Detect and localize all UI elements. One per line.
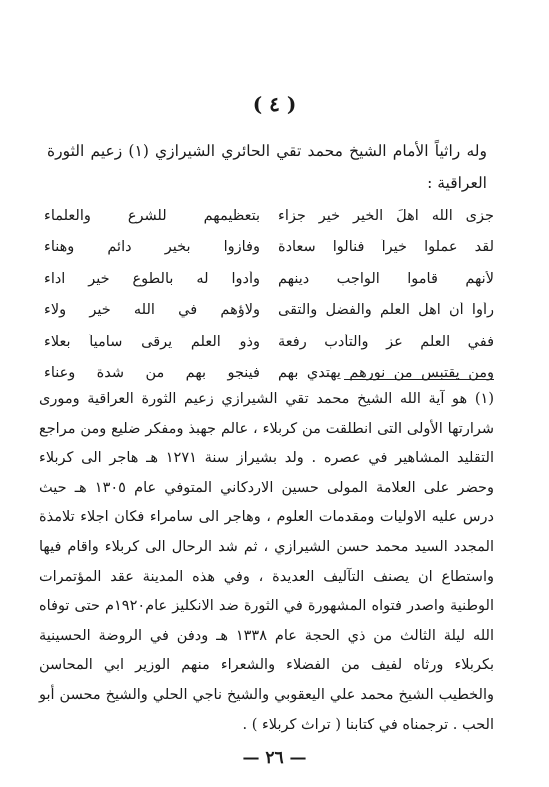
poem-verse [44, 295, 494, 327]
verse-second-half: بتعظيمهم للشرع والعلماء [44, 207, 260, 224]
page-number: — ٢٦ — [242, 748, 307, 768]
section-number: ( ٤ ) [252, 92, 297, 116]
verse-second-half: وفازوا بخير دائم وهناء [44, 239, 260, 256]
verse-first-half: ففي العلم عز والتأدب رفعة [278, 333, 494, 350]
intro-paragraph: وله راثياً الأمام الشيخ محمد تقي الحائري الشيرازي (١) زعيم الثورة العراقية : [47, 142, 487, 192]
verse-first-half: لقد عملوا خيراً فنالوا سعادة [278, 239, 494, 256]
verse-second-half: وأدوا له بالطوع خير اداء [44, 270, 260, 287]
verse-first-half: رأوا أن اهل العلم والفضل والتقى [278, 302, 494, 319]
verse-second-half: ولاؤهم في الله خير ولاء [44, 302, 260, 319]
poem [44, 200, 494, 389]
poem-verse [44, 263, 494, 295]
verse-second-half: فينجو بهم من شدة وعناء [44, 365, 260, 382]
verse-second-half: وذو العلم يرقى سامياً بعلاء [44, 333, 260, 350]
verse-first-half: ومن يقتبس من نورهم يهتدي بهم [278, 365, 494, 382]
poem-verse [44, 326, 494, 358]
footnote-divider [344, 379, 494, 380]
verse-first-half: لأنهم قاموا الواجب دينهم [278, 270, 494, 287]
footnote: (١) هو آية الله الشيخ محمد تقي الشيرازي زعيم الثورة العراقية ومورى شرارتها الأولى التى انطلقت من كربلاء ، عالم جهبذ ومفكر ضليع ومن مراجع التقليد المشاهير في عصره . ولد بشيراز سنة ١٢٧١ هـ هاجر الى كربلاء وحضر على العلامة المولى حسين الاردكاني المتوفي عام ١٣٠٥ هـ حيث درس عليه الاوليات ومقدمات العلوم ، وهاجر الى سامراء فكان اجلاء تلامذة المجدد السيد محمد حسن الشيرازي ، ثم شد الرحال الى كربلاء واقام فيها واستطاع ان يصنف التآليف العديدة ، وفي هذه المدينة عقد المؤتمرات الوطنية واصدر فتواه المشهورة في الثورة ضد الانكليز عام١٩٢٠م حتى توفاه الله ليلة الثالث من ذي الحجة عام ١٣٣٨ هـ ودفن في الروضة الحسينية بكربلاء ورثاه لفيف من الفضلاء والشعراء منهم الوزير ابي المحاسن والخطيب الشيخ محمد علي اليعقوبي والشيخ ناجي الحلي والشيخ محسن أبو الحب . ترجمناه في كتابنا ( تراث كربلاء ) . [39, 391, 494, 733]
poem-verse [44, 232, 494, 264]
verse-first-half: جزى الله اهلَ الخير خير جزاء [278, 207, 494, 224]
poem-verse [44, 200, 494, 232]
